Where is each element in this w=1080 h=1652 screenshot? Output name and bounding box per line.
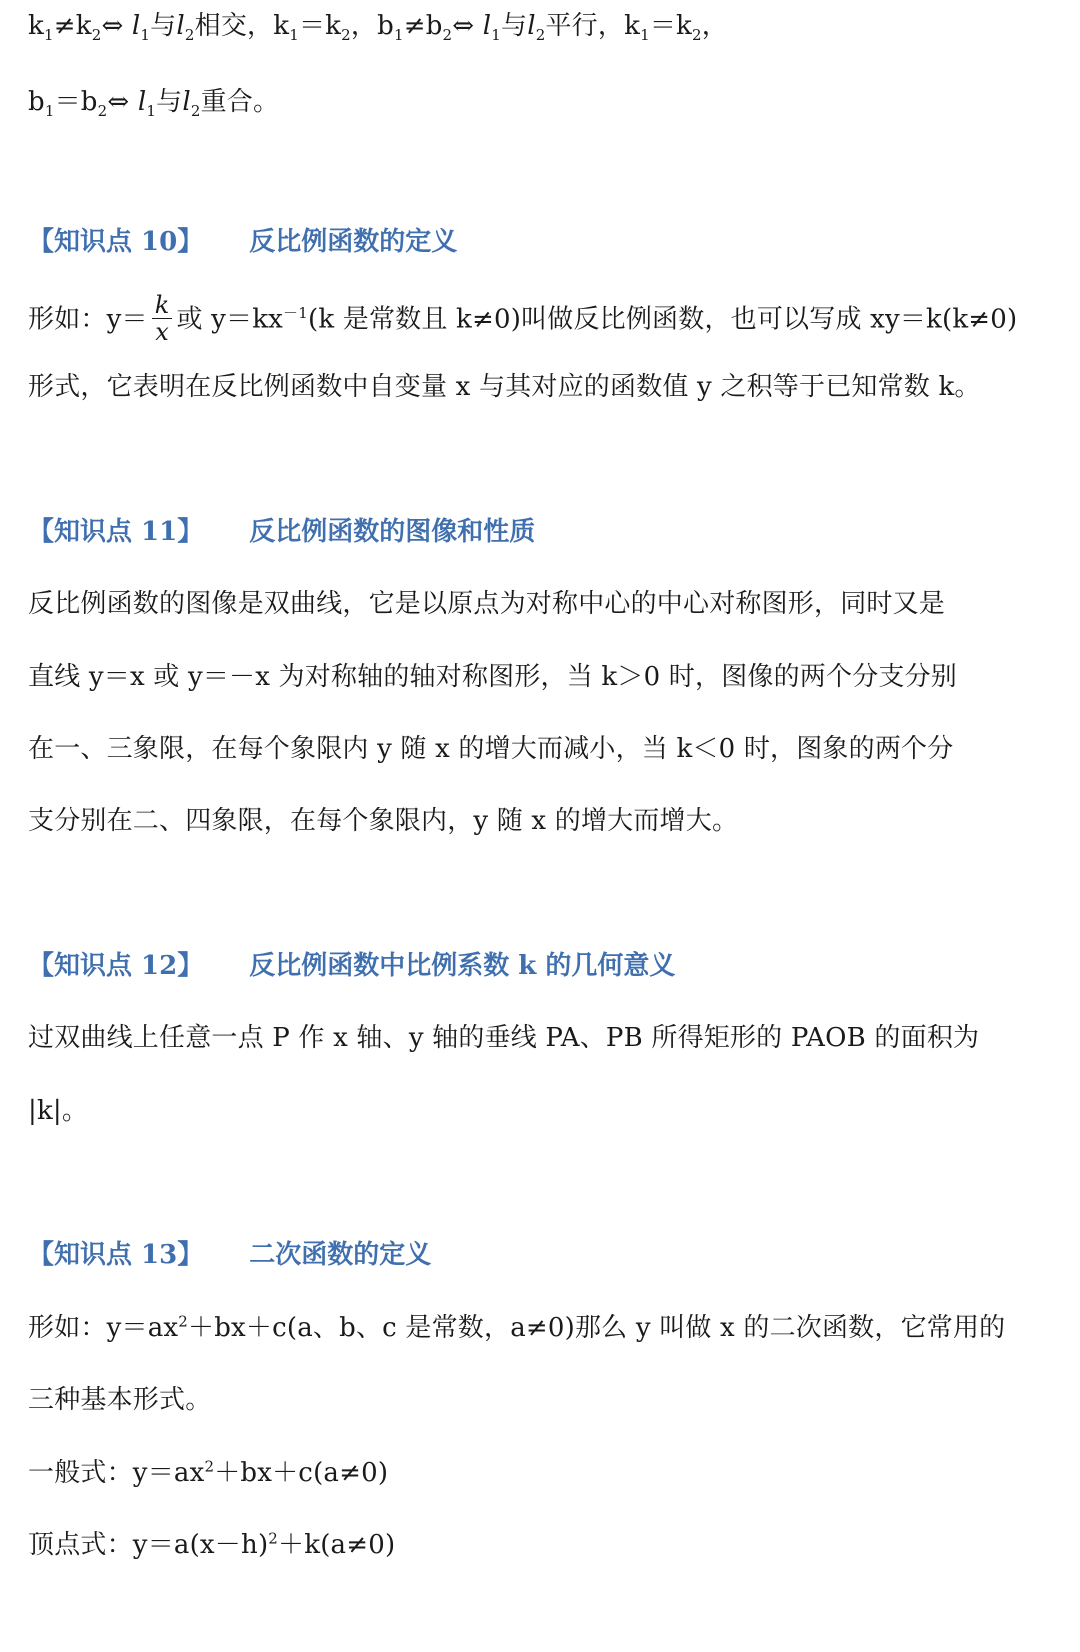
text-line-general-form <box>28 1453 388 1493</box>
symbol: l <box>482 11 492 41</box>
symbol: k <box>676 11 692 41</box>
symbol: l <box>182 87 191 117</box>
symbol: l <box>131 11 141 41</box>
superscript: 2 <box>178 1312 189 1331</box>
text: ， <box>701 11 728 41</box>
subscript: 2 <box>97 102 108 121</box>
symbol: ＝ <box>298 11 326 41</box>
section-heading-kp12 <box>28 946 675 986</box>
text-line: 反比例函数的图像是双曲线，它是以原点为对称中心的中心对称图形，同时又是 <box>28 589 946 619</box>
section-tag: 【知识点 12】 <box>28 951 204 981</box>
symbol: ＝ <box>54 87 81 117</box>
subscript: 1 <box>146 102 157 121</box>
text: 平行， <box>545 11 625 41</box>
symbol: k <box>624 11 641 41</box>
text: ＋k(a≠0) <box>278 1530 396 1560</box>
text: ＋bx＋c(a≠0) <box>214 1458 389 1488</box>
iff-symbol: ⇔ <box>107 87 130 117</box>
text-line-relations <box>28 6 728 46</box>
subscript: 2 <box>91 26 102 45</box>
text: 形如：y＝ax <box>28 1313 179 1343</box>
subscript: 2 <box>442 26 453 45</box>
subscript: 1 <box>140 26 151 45</box>
symbol: b <box>377 11 394 41</box>
superscript: 2 <box>268 1529 279 1548</box>
text: 与 <box>150 11 177 41</box>
text-line-vertex-form <box>28 1525 395 1565</box>
symbol: k <box>75 11 92 41</box>
text-line: 过双曲线上任意一点 P 作 x 轴、y 轴的垂线 PA、PB 所得矩形的 PAOB 的面积为 <box>28 1023 980 1053</box>
symbol: l <box>137 87 147 117</box>
text: 与 <box>156 87 183 117</box>
section-heading-kp13 <box>28 1235 431 1275</box>
symbol: k <box>273 11 290 41</box>
fraction-denominator: x <box>155 318 169 346</box>
symbol: l <box>176 11 185 41</box>
text: 重合。 <box>200 87 280 117</box>
text-line: 形式，它表明在反比例函数中自变量 x 与其对应的函数值 y 之积等于已知常数 k。 <box>28 372 981 402</box>
text: 一般式：y＝ax <box>28 1458 205 1488</box>
symbol: ＝ <box>649 11 677 41</box>
text-line: 支分别在二、四象限，在每个象限内，y 随 x 的增大而增大。 <box>28 806 739 836</box>
subscript: 1 <box>44 102 55 121</box>
section-tag: 【知识点 13】 <box>28 1240 204 1270</box>
text-line: 三种基本形式。 <box>28 1385 212 1415</box>
subscript: 1 <box>289 26 299 45</box>
symbol: ≠ <box>53 11 76 41</box>
text-line-quadratic-definition <box>28 1308 1005 1348</box>
text-line-inverse-definition <box>28 291 1018 347</box>
subscript: 1 <box>491 26 502 45</box>
subscript: 2 <box>535 26 546 45</box>
text: 或 y＝kx <box>176 304 284 335</box>
text: 与 <box>501 11 528 41</box>
subscript: 2 <box>184 26 195 45</box>
symbol: k <box>28 11 44 41</box>
subscript: 2 <box>190 102 201 121</box>
symbol: b <box>425 11 443 41</box>
section-title: 二次函数的定义 <box>249 1240 432 1270</box>
text-line: 直线 y＝x 或 y＝－x 为对称轴的轴对称图形，当 k＞0 时，图像的两个分支分别 <box>28 662 957 692</box>
text: 相交， <box>194 11 274 41</box>
fraction-k-over-x <box>152 292 173 345</box>
subscript: 2 <box>341 26 351 45</box>
symbol: l <box>527 11 536 41</box>
text: ＋bx＋c(a、b、c 是常数，a≠0)那么 y 叫做 x 的二次函数，它常用的 <box>188 1313 1006 1343</box>
text-line: 在一、三象限，在每个象限内 y 随 x 的增大而减小，当 k＜0 时，图象的两个分 <box>28 734 954 764</box>
symbol: ≠ <box>403 11 426 41</box>
symbol: b <box>80 87 98 117</box>
subscript: 1 <box>640 26 650 45</box>
iff-symbol: ⇔ <box>101 11 124 41</box>
section-heading-kp11 <box>28 512 535 552</box>
fraction-numerator: k <box>152 292 173 319</box>
section-title: 反比例函数中比例系数 k 的几何意义 <box>249 951 676 981</box>
text: ， <box>350 11 378 41</box>
section-tag: 【知识点 11】 <box>28 517 204 547</box>
text: (k 是常数且 k≠0)叫做反比例函数，也可以写成 xy＝k(k≠0) <box>307 304 1018 335</box>
subscript: 2 <box>691 26 702 45</box>
subscript: 1 <box>393 26 404 45</box>
iff-symbol: ⇔ <box>452 11 475 41</box>
text: 顶点式：y＝a(x－h) <box>28 1530 269 1560</box>
symbol: b <box>28 87 45 117</box>
superscript: 2 <box>204 1457 215 1476</box>
superscript: －1 <box>283 303 308 322</box>
text-line-coincide <box>28 82 279 122</box>
text-line: |k|。 <box>28 1096 89 1126</box>
subscript: 1 <box>43 26 54 45</box>
section-title: 反比例函数的定义 <box>249 227 458 257</box>
section-title: 反比例函数的图像和性质 <box>249 517 536 547</box>
symbol: k <box>325 11 342 41</box>
text: 形如：y＝ <box>28 304 148 335</box>
section-heading-kp10 <box>28 222 457 262</box>
section-tag: 【知识点 10】 <box>28 227 204 257</box>
